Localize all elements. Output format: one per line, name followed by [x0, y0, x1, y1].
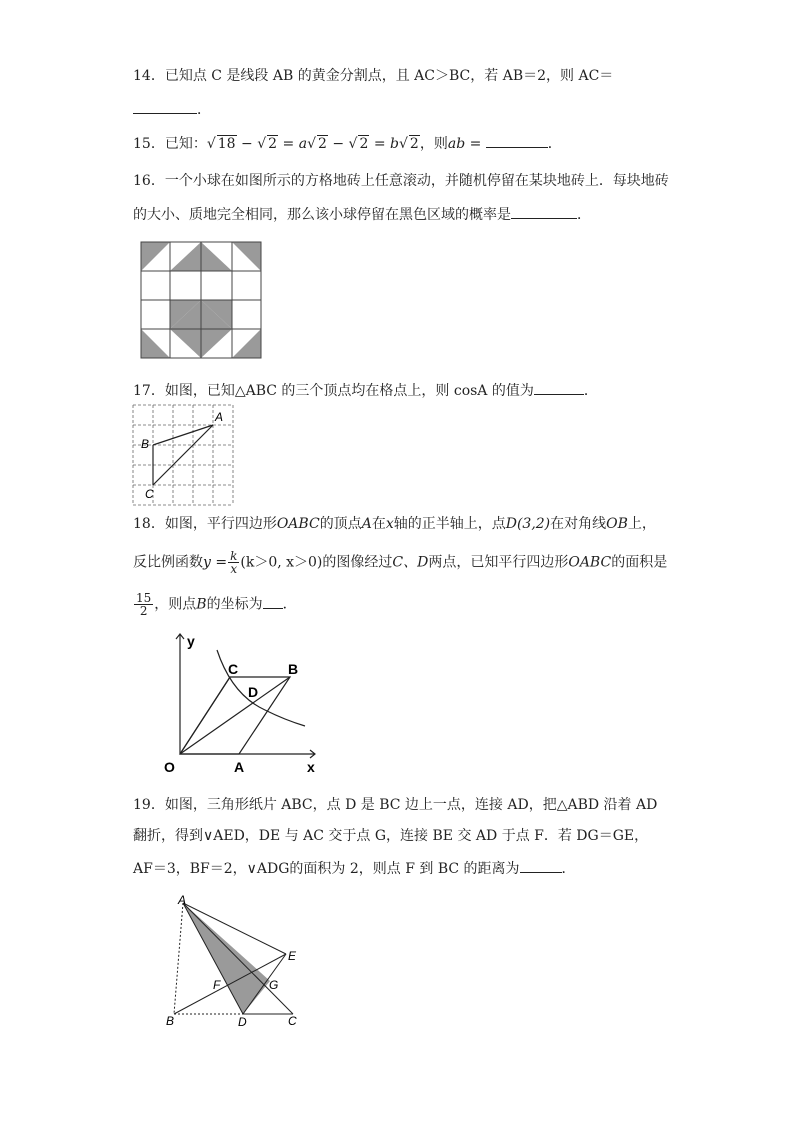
q17-label-B: B [141, 437, 150, 451]
q18-label-O: O [164, 759, 175, 775]
q17-answer-blank[interactable] [534, 380, 584, 395]
q14-line2: ． [133, 99, 211, 120]
q14-line1 [133, 66, 613, 86]
q18-label-A: A [234, 759, 245, 775]
q18-label-D: D [248, 684, 259, 700]
q18-line1: 18．如图，平行四边形OABC的顶点A在x轴的正半轴上，点D(3,2)在对角线OB上， [133, 516, 656, 532]
q19-triangle-figure [163, 892, 313, 1034]
q19-label-A: A [178, 893, 187, 907]
q18-label-C: C [228, 661, 239, 677]
q14-text: 14．已知点 C 是线段 AB 的黄金分割点，且 AC＞BC，若 AB＝2，则 AC＝ [133, 68, 614, 84]
q19-shaded-triangle [183, 903, 270, 1014]
q15-answer-blank[interactable] [486, 133, 548, 148]
q14-answer-blank[interactable] [133, 99, 197, 114]
q18-label-y: y [187, 633, 195, 649]
q17-line: 17．如图，已知△ABC 的三个顶点均在格点上，则 cosA 的值为 ． [133, 380, 598, 401]
q18-function: y = [203, 554, 228, 571]
q18-area-fraction: $\frac{15}{2}$ [136, 591, 152, 618]
q18-answer-blank[interactable] [263, 594, 283, 609]
q17-label-A: A [215, 410, 224, 424]
q19-label-F: F [213, 978, 221, 992]
q16-line2: 的大小、质地完全相同，那么该小球停留在黑色区域的概率是 ． [133, 204, 591, 225]
q15-equation: √ 18 − √ 2 = a√ 2 − √ 2 = b√ 2 [206, 136, 419, 152]
q18-label-x: x [307, 759, 315, 775]
q15-ab: ab [447, 136, 466, 152]
q18-line3: $\frac{15}{2}$ ，则点B的坐标为 ． [136, 591, 297, 618]
q18-line2: 反比例函数y = $\frac{k}{x}$ (k＞0, x＞0)的图像经过C、D两点，已知平行四边形OABC的面积是 [133, 549, 668, 576]
q16-tile-figure [140, 241, 262, 359]
q15-line: 15．已知：√ 18 − √ 2 = a√ 2 − √ 2 = b√ 2，则ab = ． [133, 133, 562, 154]
q17-label-C: C [145, 487, 154, 501]
q19-label-B: B [166, 1014, 175, 1028]
q16-answer-blank[interactable] [511, 204, 577, 219]
q19-label-G: G [269, 978, 279, 992]
q18-label-B: B [288, 661, 299, 677]
q19-answer-blank[interactable] [520, 858, 562, 873]
q19-label-E: E [288, 949, 297, 963]
q16-line1: 16．一个小球在如图所示的方格地砖上任意滚动，并随机停留在某块地砖上．每块地砖 [133, 173, 669, 189]
q19-line2: 翻折，得到∨AED，DE 与 AC 交于点 G，连接 BE 交 AD 于点 F．若 DG＝GE， [133, 828, 649, 844]
q19-line3: AF＝3，BF＝2，∨ADG的面积为 2，则点 F 到 BC 的距离为 ． [133, 858, 576, 879]
q19-label-C: C [288, 1014, 297, 1028]
q18-parallelogram-figure [160, 630, 330, 778]
q19-line1: 19．如图，三角形纸片 ABC，点 D 是 BC 边上一点，连接 AD，把△ABD 沿着 AD [133, 797, 658, 813]
q19-label-D: D [238, 1015, 247, 1029]
q17-grid-figure [132, 404, 234, 506]
